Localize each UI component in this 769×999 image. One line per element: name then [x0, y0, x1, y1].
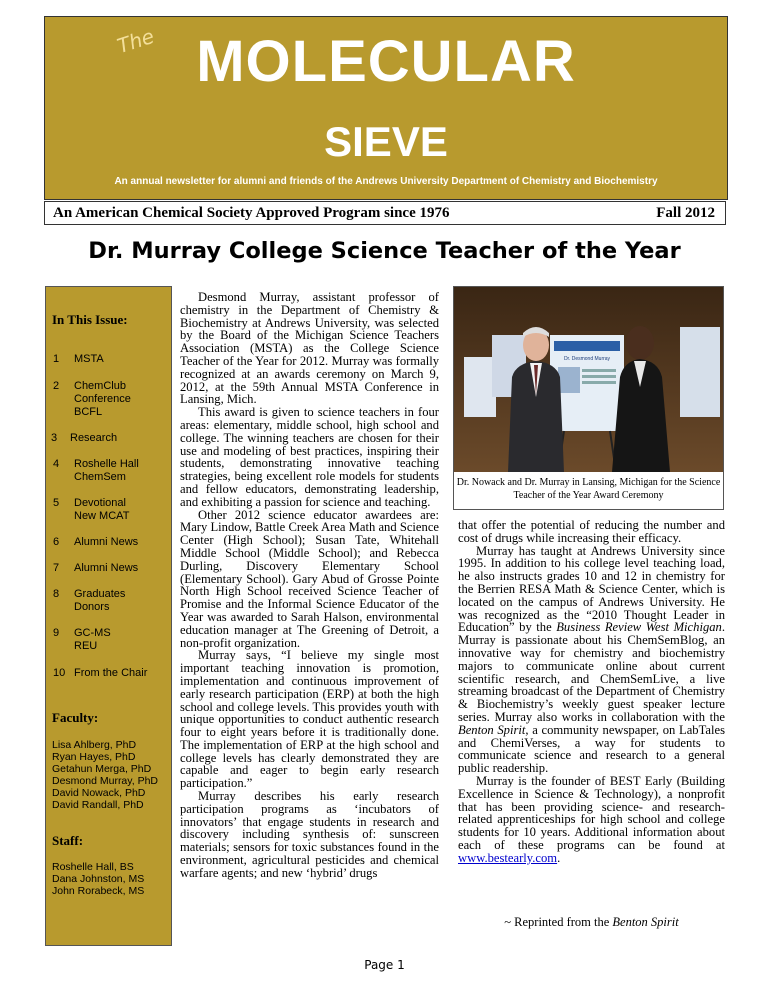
text-run: Murray is the founder of BEST Early (Building Excellence in Science & Technology), a nonprofit that has been providing science- and research-related apprenticeships for high school and college students for 10 years. Additional information about each of these programs can be found at [458, 773, 725, 852]
toc-number: 1 [53, 353, 60, 365]
article-column-1 [180, 291, 439, 880]
article-paragraph: Other 2012 science educator awardees are: Mary Lindow, Battle Creek Area Math and Science Center (High School); Susan Tate, Whitehall Middle School (Middle School); and Rebecca Durling, Discovery Elementary School (Elementary School). Gary Abud of Grosse Pointe North High School received Science Teacher of Promise and the Informal Science Educator of the Year was awarded to Sarah Halson, environmental education manager at The Greening of Detroit, a non-profit organization. [180, 507, 439, 650]
toc-number: 4 [53, 458, 60, 470]
toc-item[interactable] [53, 432, 171, 458]
page-number: Page 1 [364, 958, 405, 972]
publication-name: Benton Spirit [612, 915, 679, 929]
toc-item[interactable] [53, 353, 171, 380]
article-paragraph [458, 775, 725, 865]
masthead-banner [44, 16, 728, 200]
toc-label: Research [70, 432, 118, 444]
in-this-issue-heading: In This Issue: [52, 312, 128, 327]
toc-label: Alumni News [74, 536, 139, 548]
toc-number: 5 [53, 497, 60, 509]
masthead-the: The [114, 23, 158, 59]
text-run: ~ Reprinted from the [504, 915, 613, 929]
acs-bar [44, 201, 726, 225]
toc-item[interactable] [53, 588, 171, 627]
faculty-heading: Faculty: [52, 710, 99, 725]
toc-item[interactable] [53, 562, 171, 588]
article-headline: Dr. Murray College Science Teacher of the Year [88, 238, 681, 264]
text-run: . Murray is passionate about his ChemSemBlog, an innovative way for chemistry and biochemistry majors to communicate online about current scientific research, and ChemSemLive, a live streaming broadcast of the Department of Chemistry & Biochemistry’s weekly guest speaker lecture series. Murray also works in collaboration with the [458, 620, 725, 724]
toc-item[interactable] [53, 667, 171, 693]
staff-heading: Staff: [52, 833, 84, 848]
issue-date: Fall 2012 [656, 205, 715, 221]
toc-label: Graduates Donors [74, 588, 126, 613]
toc-item[interactable] [53, 497, 171, 536]
text-run: Murray has taught at Andrews University since 1995. In addition to his college level teaching load, he also instructs grades 10 and 12 in chemistry for the Berrien RESA Math & Science Center, which is located on the campus of Andrews University. He was recognized as the “2010 Thought Leader in Education” by the [458, 543, 725, 635]
toc-item[interactable] [53, 380, 171, 432]
text-run: , a community newspaper, on LabTales and ChemiVerses, a way for students to communicate science and research to a general public readership. [458, 722, 725, 776]
staff-list: Roshelle Hall, BS Dana Johnston, MS John Rorabeck, MS [52, 861, 145, 897]
masthead-tagline: An annual newsletter for alumni and friends of the Andrews University Department of Chemistry and Biochemistry [114, 176, 658, 187]
article-paragraph [458, 545, 725, 775]
article-paragraph: Murray describes his early research participation programs as ‘incubators of innovators’ that engage students in research and discovery including synthesis of: sunscreen materials; sensors for toxic substances found in the environment, agricultural pesticides and chemical warfare agents; and new ‘hybrid’ drugs [180, 789, 439, 880]
acs-approved-text: An American Chemical Society Approved Program since 1976 [53, 205, 450, 221]
poster-title: Dr. Desmond Murray [563, 356, 611, 362]
article-column-2 [458, 519, 725, 865]
toc-label: Roshelle Hall ChemSem [74, 458, 139, 483]
toc-label: GC-MS REU [74, 627, 111, 652]
toc-label: MSTA [74, 353, 104, 365]
toc-item[interactable] [53, 536, 171, 562]
table-of-contents [53, 353, 171, 693]
toc-label: From the Chair [74, 667, 148, 679]
award-photo-frame [453, 286, 724, 510]
toc-item[interactable] [53, 627, 171, 667]
publication-name: Benton Spirit [458, 722, 526, 737]
article-paragraph: Desmond Murray, assistant professor of chemistry in the Department of Chemistry & Biochemistry at Andrews University, was selected by the Board of the Michigan Science Teachers Association (MSTA) as the College Science Teacher of the Year for 2012. Murray was formally recognized at an awards ceremony on March 9, 2012, at the 59th Annual MSTA Conference in Lansing, Mich. [180, 290, 439, 407]
toc-number: 3 [51, 432, 58, 444]
masthead-title-line2: SIEVE [324, 118, 448, 165]
faculty-list: Lisa Ahlberg, PhD Ryan Hayes, PhD Getahun Merga, PhD Desmond Murray, PhD David Nowack, PhD David Randall, PhD [52, 739, 159, 811]
toc-number: 10 [53, 667, 66, 679]
article-paragraph: Murray says, “I believe my single most important teaching innovation is promotion, implementation and continuous improvement of early research participation (ERP) at both the high school and college levels. This provides youth with unique opportunities to conduct authentic research four to eight years before it is traditionally done. The implementation of ERP at the high school and college levels has clearly demonstrated they are capable and eager to begin early research participation.” [180, 648, 439, 791]
reprint-credit [458, 915, 725, 930]
toc-number: 7 [53, 562, 60, 574]
photo-caption: Dr. Nowack and Dr. Murray in Lansing, Michigan for the Science Teacher of the Year Award Ceremony [456, 477, 721, 501]
toc-label: Alumni News [74, 562, 139, 574]
toc-number: 9 [53, 627, 60, 639]
article-paragraph-continued: that offer the potential of reducing the number and cost of drugs while increasing their efficacy. [458, 518, 725, 545]
award-photo [454, 287, 723, 472]
masthead-title-line1: MOLECULAR [196, 29, 576, 94]
toc-number: 8 [53, 588, 60, 600]
sidebar [45, 286, 172, 946]
toc-label: ChemClub Conference BCFL [74, 380, 131, 418]
article-paragraph: This award is given to science teachers in four areas: elementary, middle school, high school and college. The winning teachers are chosen for their use and modeling of best practices, inspiring their students, demonstrating innovative teaching strategies, being excellent role models for students and fellow educators, demonstrating leadership, and exhibiting a passion for science and teaching. [180, 405, 439, 509]
publication-name: Business Review West Michigan [556, 620, 722, 635]
toc-number: 2 [53, 380, 60, 392]
text-run: . [557, 850, 561, 865]
toc-number: 6 [53, 536, 60, 548]
bestearly-link[interactable]: www.bestearly.com [458, 850, 558, 865]
toc-label: Devotional New MCAT [74, 497, 130, 522]
toc-item[interactable] [53, 458, 171, 497]
